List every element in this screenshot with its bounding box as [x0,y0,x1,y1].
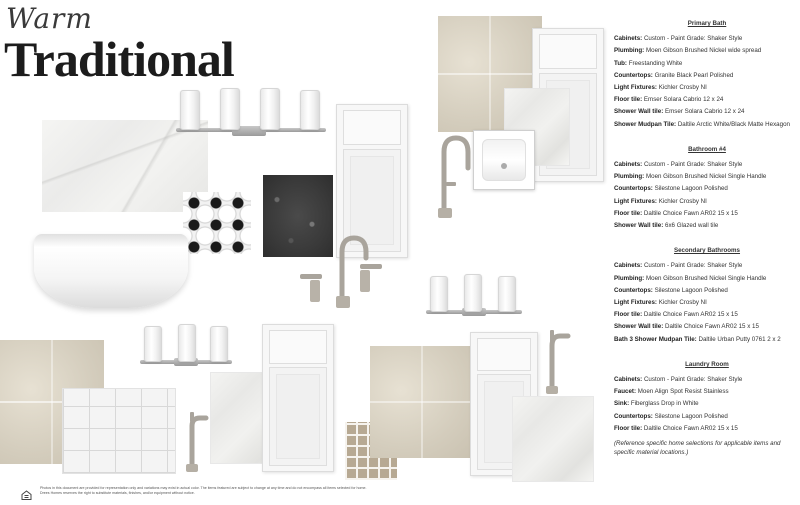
spec-row: Countertops: Granite Black Pearl Polished [614,71,734,79]
spec-row: Tub: Freestanding White [614,59,683,67]
hexagon-tile-swatch [183,192,251,254]
spec-row: Plumbing: Moen Gibson Brushed Nickel wide spread [614,47,762,55]
reference-note: (Reference specific home selections for applicable items and specific material locations.) [614,440,781,457]
spec-section-primary-bath [614,18,800,131]
section-title: Bathroom #4 [688,145,726,153]
section-title: Laundry Room [685,360,729,368]
single-handle-faucet-2 [540,328,574,396]
spec-row: Light Fixtures: Kichler Crosby NI [614,84,707,92]
title-script: Warm [6,2,93,35]
light-fixture-4-light [172,86,330,144]
spec-row: Cabinets: Custom - Paint Grade: Shaker Style [614,35,743,43]
spec-row: Shower Wall tile: 6x6 Glazed wall tile [614,222,719,230]
subway-tile-swatch [62,388,176,474]
section-title: Primary Bath [687,20,727,27]
spec-section-bathroom-4 [614,144,800,232]
freestanding-tub [34,234,188,308]
travertine-tile-swatch-3 [370,346,474,458]
pulldown-faucet [432,132,476,222]
spec-row: Plumbing: Moen Gibson Brushed Nickel Single Handle [614,274,767,282]
specifications [614,18,800,457]
spec-row: Shower Wall tile: Emser Solara Cabrio 12 x 24 [614,108,745,116]
spec-row: Floor tile: Daltile Choice Fawn AR02 15 x 15 [614,424,738,432]
spec-row: Light Fixtures: Kichler Crosby NI [614,197,707,205]
spec-row: Countertops: Silestone Lagoon Polished [614,286,728,294]
spec-section-laundry-room [614,359,800,435]
section-title: Secondary Bathrooms [673,247,741,255]
light-fixture-3-light-2 [138,322,234,372]
spec-row: Countertops: Silestone Lagoon Polished [614,412,728,420]
spec-row: Cabinets: Custom - Paint Grade: Shaker Style [614,161,743,169]
light-fixture-3-light-1 [424,272,524,322]
spec-row: Cabinets: Custom - Paint Grade: Shaker Style [614,376,743,384]
spec-row: Shower Mudpan Tile: Daltile Arctic White/Black Matte Hexagon [614,120,790,128]
laundry-sink [473,130,535,190]
spec-row: Shower Wall tile: Daltile Choice Fawn AR02 15 x 15 [614,323,759,331]
spec-row: Floor tile: Emser Solara Cabrio 12 x 24 [614,96,724,104]
spec-row: Floor tile: Daltile Choice Fawn AR02 15 x 15 [614,311,738,319]
spec-row: Faucet: Moen Align Spot Resist Stainless [614,388,729,396]
spec-row: Light Fixtures: Kichler Crosby NI [614,299,707,307]
countertop-swatch-3 [512,396,594,482]
spec-row: Floor tile: Daltile Choice Fawn AR02 15 x 15 [614,209,738,217]
shaker-cabinet-door-3 [262,324,334,472]
equal-housing-icon [21,487,32,497]
single-handle-faucet-1 [182,410,212,474]
disclaimer-footer: Photos in this document are provided for representation only and variations may exist in actual color. The items featured are subject to change at any time and do not encompass all items selected for home. Drees Homes reserves the right to substitute materials, finishes, and/or equipment without notice. [40,486,367,495]
spec-row: Cabinets: Custom - Paint Grade: Shaker Style [614,262,743,270]
spec-section-secondary-bathrooms [614,245,800,346]
page-title: Traditional [4,31,234,87]
spec-row: Sink: Fiberglass Drop in White [614,400,699,408]
widespread-faucet [296,230,382,314]
spec-row: Bath 3 Shower Mudpan Tile: Daltile Urban Putty 0761 2 x 2 [614,335,781,343]
spec-row: Countertops: Silestone Lagoon Polished [614,185,728,193]
spec-row: Plumbing: Moen Gibson Brushed Nickel Single Handle [614,173,767,181]
